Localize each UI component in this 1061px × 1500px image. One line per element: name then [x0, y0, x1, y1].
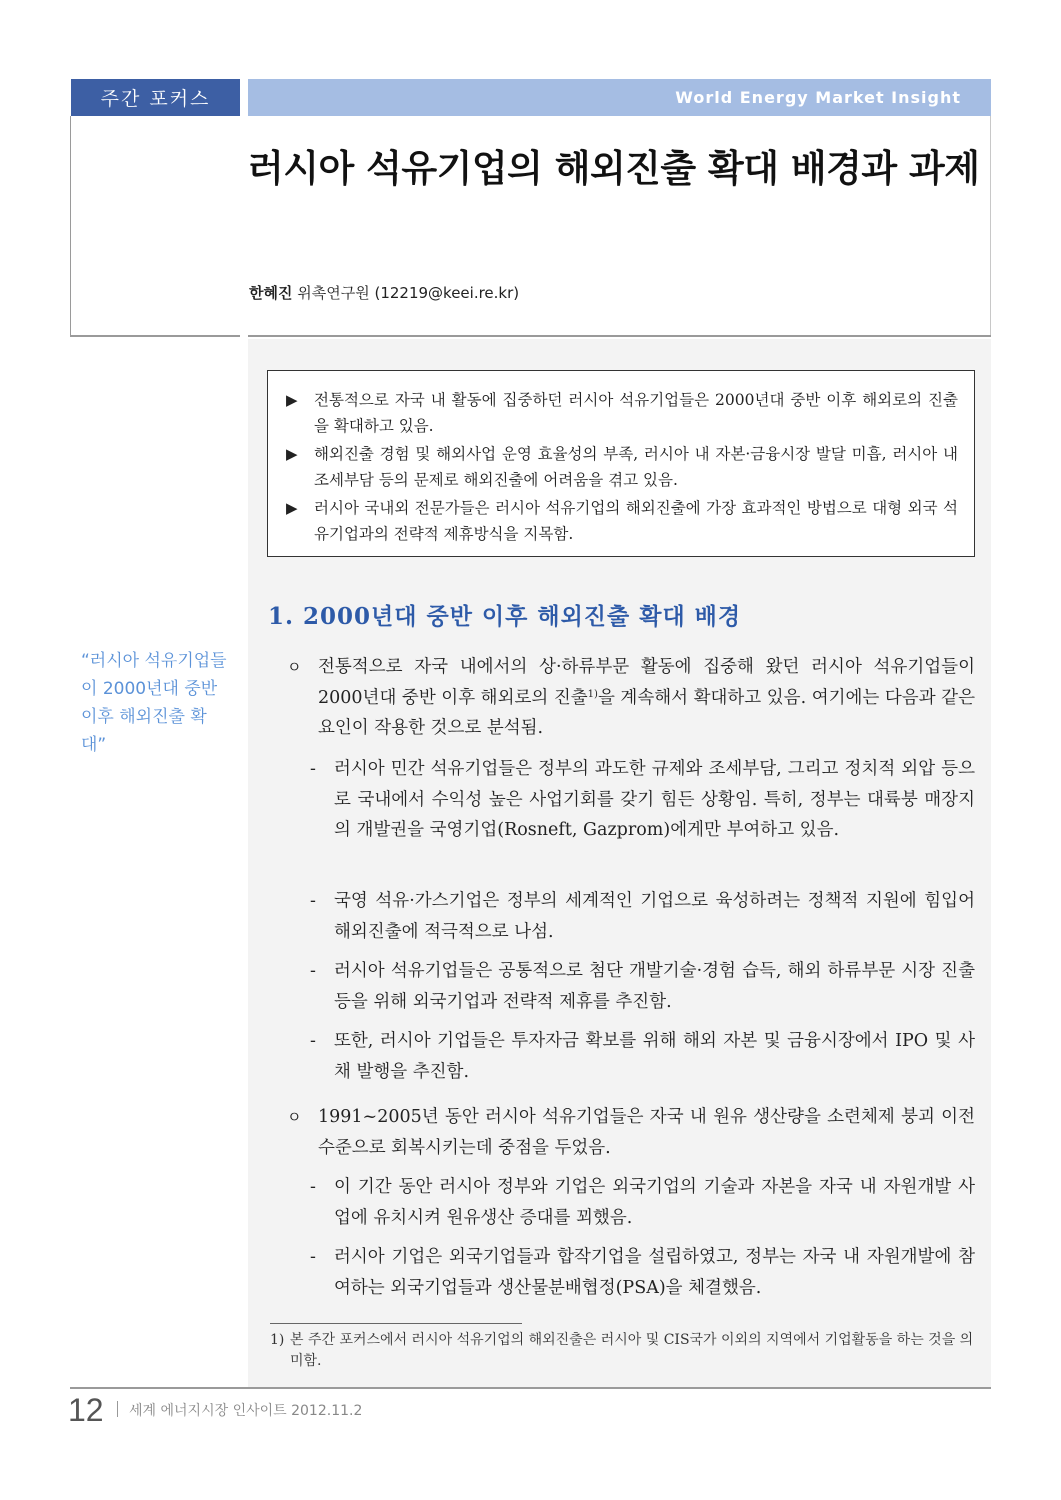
- divider: [990, 116, 991, 336]
- summary-item: ▶ 전통적으로 자국 내 활동에 집중하던 러시아 석유기업들은 2000년대 중반 이후 해외로의 진출을 확대하고 있음.: [286, 387, 958, 439]
- article-title: 러시아 석유기업의 해외진출 확대 배경과 과제: [248, 147, 980, 190]
- author-role-email: 위촉연구원 (12219@keei.re.kr): [297, 284, 520, 302]
- dash-bullet: -: [310, 1177, 316, 1197]
- sub-item: - 또한, 러시아 기업들은 투자자금 확보를 위해 해외 자본 및 금융시장에서 IPO 및 사채 발행을 추진함.: [310, 1026, 975, 1087]
- paragraph: ㅇ 전통적으로 자국 내에서의 상·하류부문 활동에 집중해 왔던 러시아 석유기업들이 2000년대 중반 이후 해외로의 진출$^{1)}$을 계속해서 확대하고 있음. 여기에는 다음과 같은 요인이 작용한 것으로 분석됨.: [287, 652, 975, 744]
- summary-box: [267, 370, 975, 557]
- sub-item: - 국영 석유·가스기업은 정부의 세계적인 기업으로 육성하려는 정책적 지원에 힘입어 해외진출에 적극적으로 나섬.: [310, 886, 975, 947]
- footnote: [270, 1330, 975, 1372]
- footnote-divider: [270, 1323, 522, 1324]
- author-line: [249, 282, 519, 303]
- publication-info: 세계 에너지시장 인사이트 2012.11.2: [129, 1403, 363, 1419]
- divider: [70, 335, 991, 337]
- divider: [70, 116, 71, 336]
- page-number: 12: [68, 1392, 104, 1428]
- divider: [70, 1387, 991, 1389]
- summary-item: ▶ 러시아 국내외 전문가들은 러시아 석유기업의 해외진출에 가장 효과적인 방법으로 대형 외국 석유기업과의 전략적 제휴방식을 지목함.: [286, 495, 958, 547]
- sub-item: - 러시아 민간 석유기업들은 정부의 과도한 규제와 조세부담, 그리고 정치적 외압 등으로 국내에서 수익성 높은 사업기회를 갖기 힘든 상황임. 특히, 정부는 대륙붕 매장지의 개발권을 국영기업(Rosneft, Gazprom)에게만 부여하고 있음.: [310, 754, 975, 846]
- triangle-bullet-icon: ▶: [286, 499, 298, 517]
- sidebar: [71, 339, 240, 1387]
- dash-bullet: -: [310, 961, 316, 981]
- summary-item: ▶ 해외진출 경험 및 해외사업 운영 효율성의 부족, 러시아 내 자본·금융시장 발달 미흡, 러시아 내 조세부담 등의 문제로 해외진출에 어려움을 겪고 있음.: [286, 441, 958, 493]
- section-heading: 1. 2000년대 중반 이후 해외진출 확대 배경: [268, 603, 742, 630]
- dash-bullet: -: [310, 891, 316, 911]
- footnote-text: 본 주간 포커스에서 러시아 석유기업의 해외진출은 러시아 및 CIS국가 이외의 지역에서 기업활동을 하는 것을 의미함.: [290, 1332, 974, 1369]
- triangle-bullet-icon: ▶: [286, 391, 298, 409]
- publication-brand: World Energy Market Insight: [248, 79, 991, 116]
- paragraph: ㅇ 1991~2005년 동안 러시아 석유기업들은 자국 내 원유 생산량을 소련체제 붕괴 이전 수준으로 회복시키는데 중점을 두었음.: [287, 1102, 975, 1163]
- circle-bullet-icon: ㅇ: [287, 1108, 302, 1126]
- circle-bullet-icon: ㅇ: [287, 658, 302, 676]
- author-name: 한혜진: [249, 284, 293, 302]
- footnote-number: 1): [270, 1332, 285, 1348]
- sub-item: - 러시아 석유기업들은 공통적으로 첨단 개발기술·경험 습득, 해외 하류부문 시장 진출 등을 위해 외국기업과 전략적 제휴를 추진함.: [310, 956, 975, 1017]
- pull-quote: “러시아 석유기업들이 2000년대 중반 이후 해외진출 확대”: [81, 651, 227, 755]
- dash-bullet: -: [310, 1031, 316, 1051]
- dash-bullet: -: [310, 759, 316, 779]
- sub-item: - 러시아 기업은 외국기업들과 합작기업을 설립하였고, 정부는 자국 내 자원개발에 참여하는 외국기업들과 생산물분배협정(PSA)을 체결했음.: [310, 1242, 975, 1303]
- footnote-ref: 1): [587, 688, 598, 700]
- footer-separator: [117, 1401, 118, 1417]
- dash-bullet: -: [310, 1247, 316, 1267]
- sub-item: - 이 기간 동안 러시아 정부와 기업은 외국기업의 기술과 자본을 자국 내 자원개발 사업에 유치시켜 원유생산 증대를 꾀했음.: [310, 1172, 975, 1233]
- triangle-bullet-icon: ▶: [286, 445, 298, 463]
- section-tag: 주간 포커스: [71, 79, 240, 116]
